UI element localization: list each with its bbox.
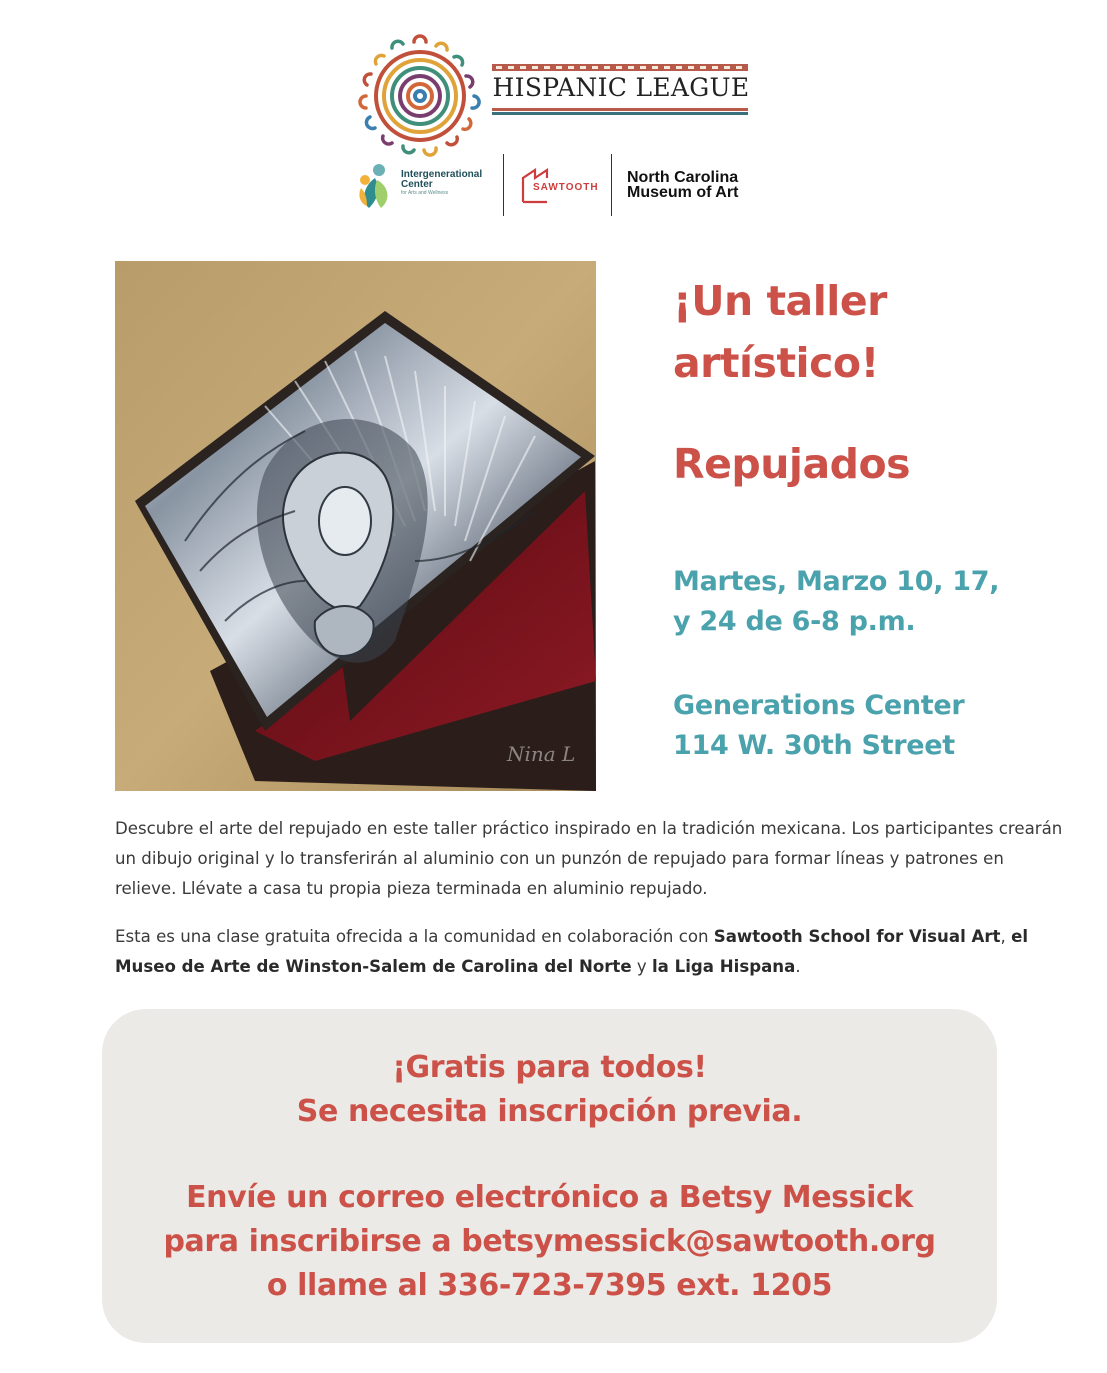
venue-name: Generations Center (673, 690, 965, 721)
hispanic-league-emblem-icon (352, 28, 488, 164)
headline (673, 270, 1093, 394)
callout-email-instruction: Envíe un correo electrónico a Betsy Messick (186, 1180, 913, 1215)
partner-sawtooth: Sawtooth School for Visual Art (713, 927, 1001, 946)
logo-header (0, 0, 1107, 230)
photo-watermark: Nina L (507, 742, 576, 766)
svg-text:SAWTOOTH: SAWTOOTH (533, 182, 599, 193)
intergenerational-center-name: Intergenerational Center for Arts and Wellness (401, 169, 483, 196)
hispanic-league-wordmark (492, 62, 750, 118)
workshop-dates (673, 562, 1093, 642)
decorative-band-icon (492, 108, 748, 115)
repujado-madonna-image (115, 261, 596, 791)
venue-address: 114 W. 30th Street (673, 730, 955, 761)
workshop-venue (673, 686, 1093, 766)
callout-phone: o llame al 336-723-7395 ext. 1205 (266, 1268, 833, 1303)
workshop-title: Repujados (673, 440, 911, 488)
repujado-photo (115, 261, 596, 791)
logo-divider (503, 154, 504, 216)
logo-divider (611, 154, 612, 216)
dates-line: y 24 de 6-8 p.m. (673, 606, 916, 637)
sawtooth-logo-icon (521, 168, 599, 204)
partner-liga-hispana: la Liga Hispana (651, 957, 796, 976)
partnership-text: Esta es una clase gratuita ofrecida a la comunidad en colaboración con Sawtooth School for Visual Art, el Museo de Arte de Winston-Salem de Carolina del Norte y la Liga Hispana. (115, 927, 1029, 976)
ncma-logo: North Carolina Museum of Art (627, 169, 739, 201)
dates-line: Martes, Marzo 10, 17, (673, 566, 1000, 597)
decorative-band-icon (492, 64, 748, 71)
registration-callout (102, 1009, 997, 1343)
callout-registration-required: Se necesita inscripción previa. (296, 1094, 803, 1129)
partner-museum: el Museo de Arte de Winston-Salem de Carolina del Norte (115, 927, 1029, 976)
hispanic-league-name: HISPANIC LEAGUE (492, 73, 750, 102)
headline-line: ¡Un taller (673, 277, 887, 325)
callout-email: para inscribirse a betsymessick@sawtooth.org (163, 1224, 936, 1259)
partner-logos (355, 152, 775, 218)
headline-line: artístico! (673, 339, 879, 387)
workshop-description: Descubre el arte del repujado en este taller práctico inspirado en la tradición mexicana. Los participantes crearán un dibujo original y lo transferirán al aluminio con un punzón de repujado para formar líneas y patrones en relieve. Llévate a casa tu propia pieza terminada en aluminio repujado. (115, 819, 1063, 898)
intergenerational-center-logo-icon (355, 162, 397, 210)
callout-free: ¡Gratis para todos! (392, 1050, 707, 1085)
